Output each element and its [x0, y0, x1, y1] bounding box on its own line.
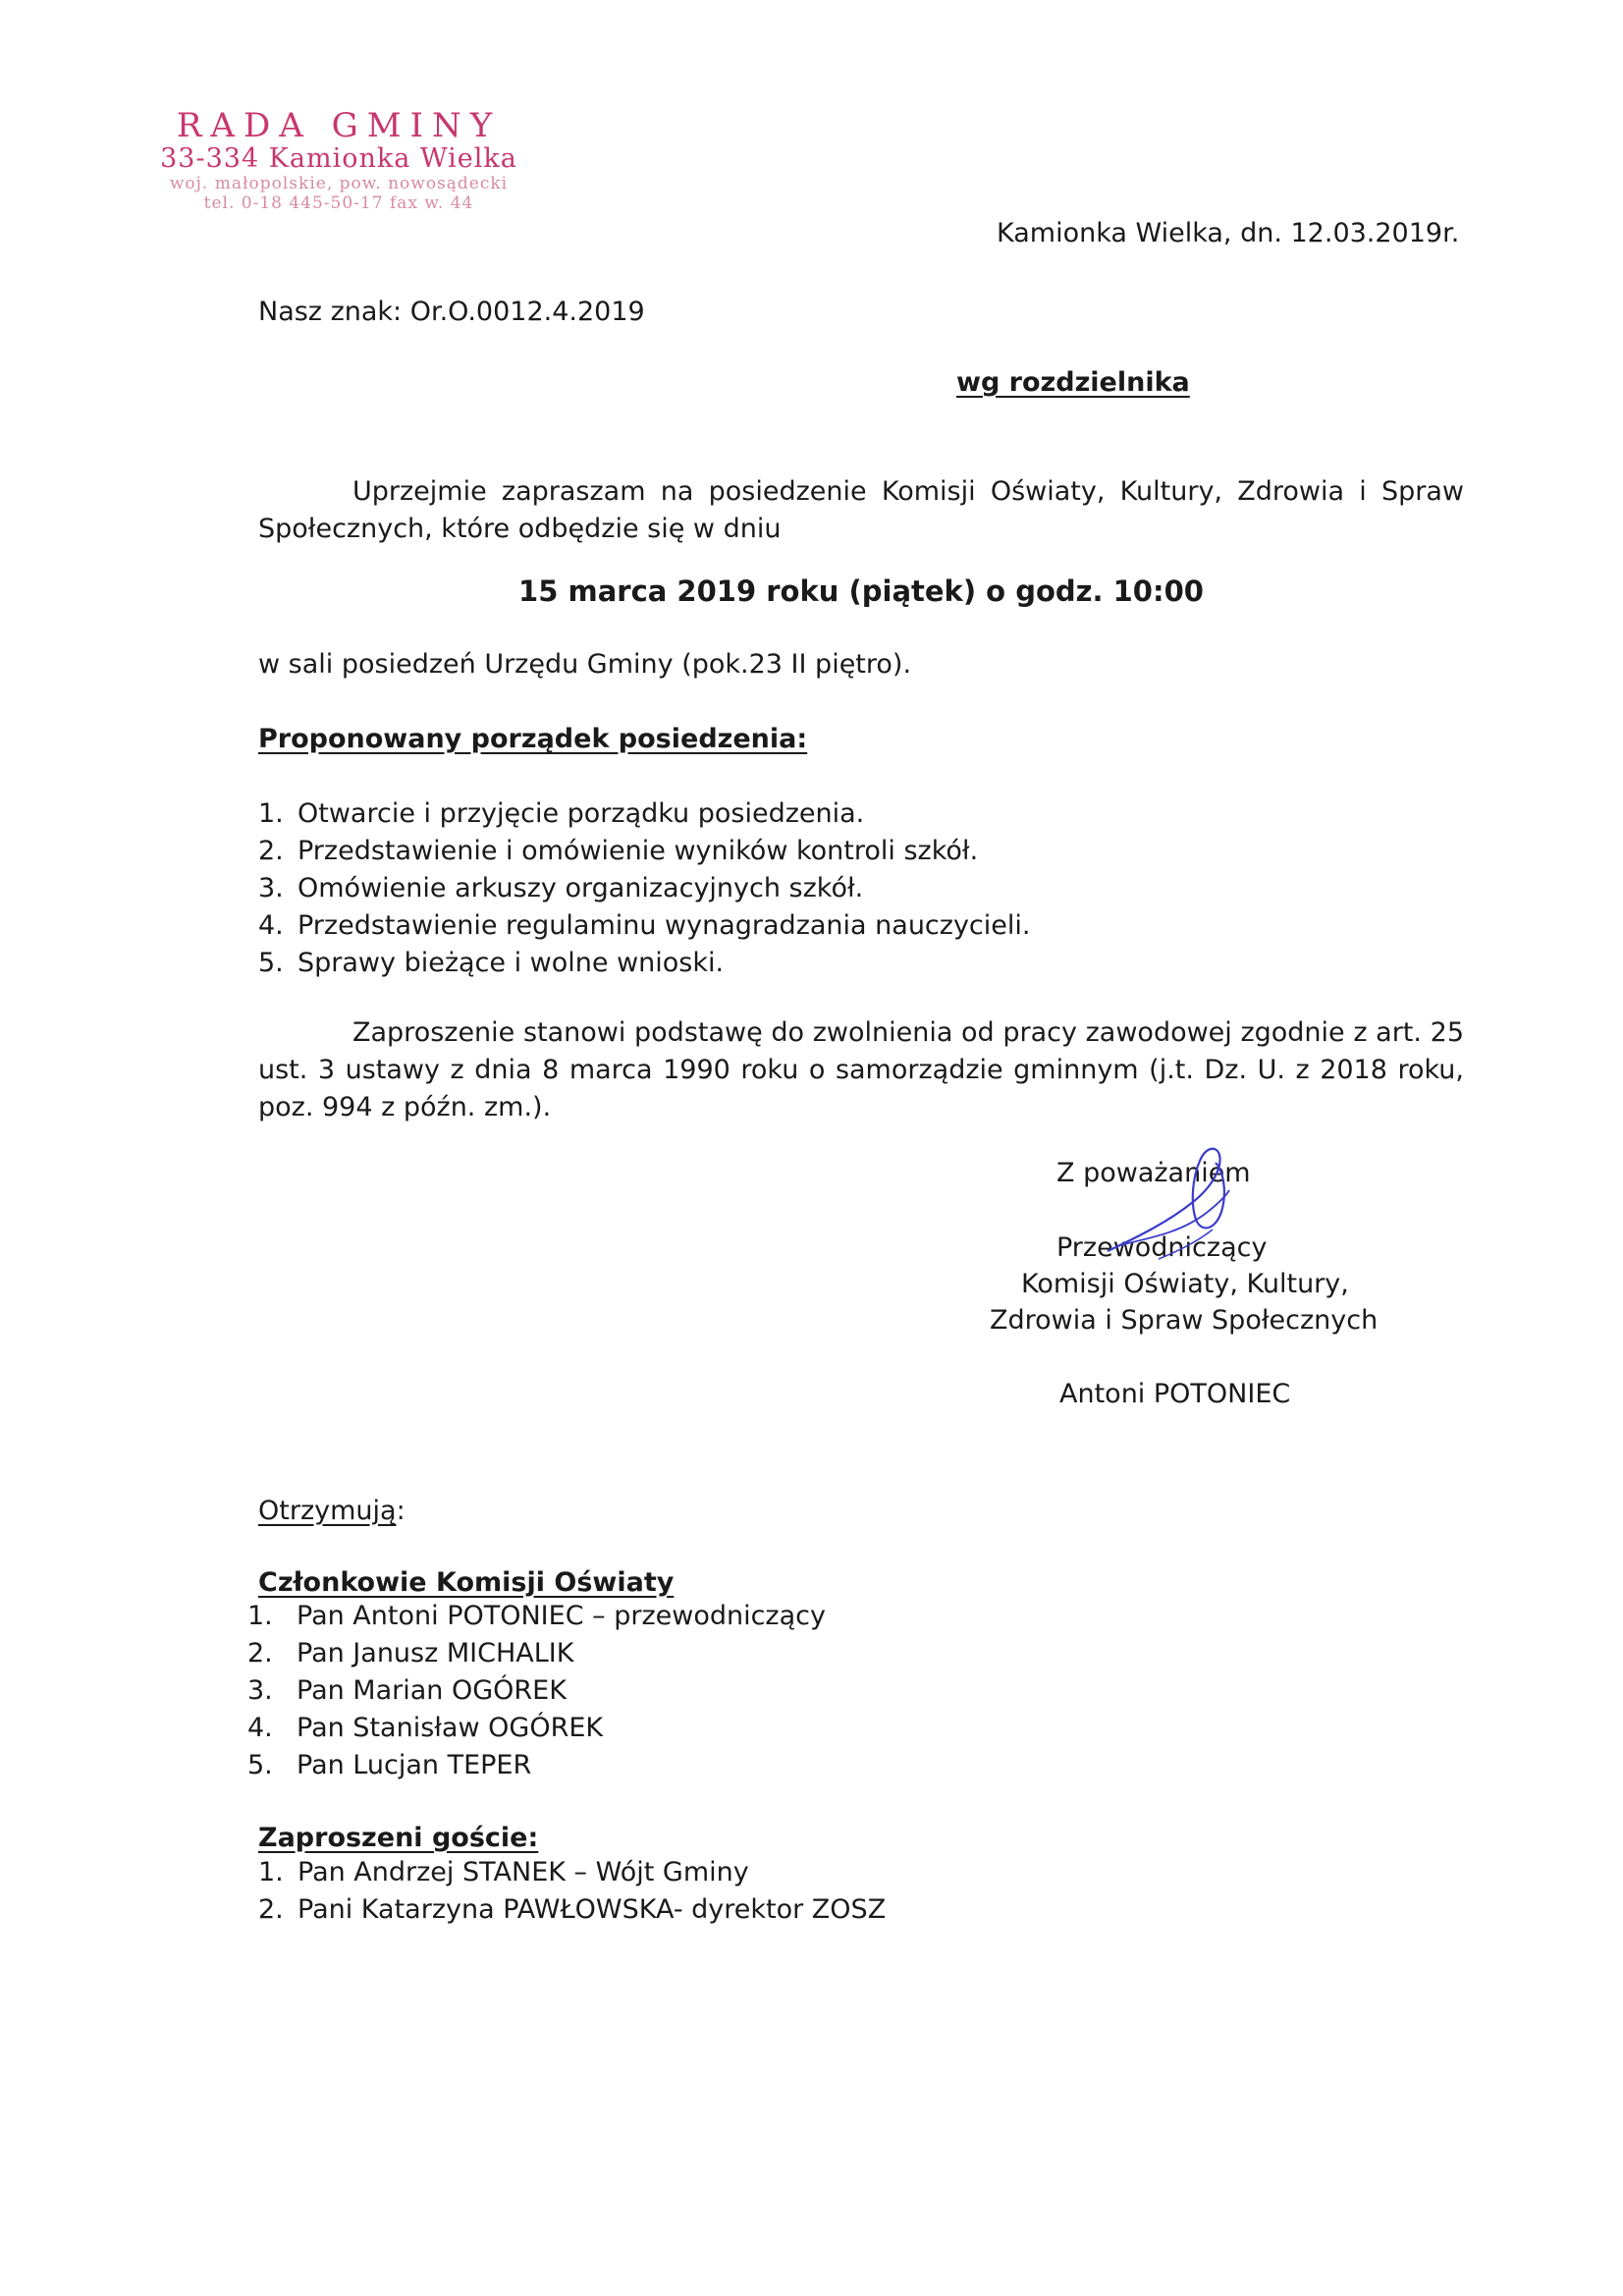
list-item [247, 1672, 826, 1710]
item-text: Pan Marian OGÓREK [297, 1675, 567, 1706]
closing-regards: Z poważaniem [1056, 1158, 1251, 1188]
list-item [258, 1891, 886, 1929]
item-number: 2. [258, 836, 284, 866]
item-text: Pan Andrzej STANEK – Wójt Gminy [298, 1857, 749, 1887]
item-text: Pan Lucjan TEPER [297, 1750, 532, 1780]
list-item [258, 795, 1030, 833]
distribution-heading [258, 1496, 406, 1526]
chair-name: Antoni POTONIEC [1059, 1379, 1291, 1409]
invitation-paragraph: Uprzejmie zapraszam na posiedzenie Komisji Oświaty, Kultury, Zdrowia i Spraw Społecznych, które odbędzie się w dniu [258, 476, 1464, 544]
item-text: Pan Antoni POTONIEC – przewodniczący [297, 1601, 826, 1631]
item-text: Pani Katarzyna PAWŁOWSKA- dyrektor ZOSZ [298, 1894, 887, 1925]
members-heading: Członkowie Komisji Oświaty [258, 1567, 675, 1598]
council-stamp [147, 106, 530, 213]
members-list [247, 1598, 826, 1784]
guests-heading: Zaproszeni goście: [258, 1823, 539, 1853]
stamp-address: 33-334 Kamionka Wielka [160, 143, 517, 174]
item-number: 1. [258, 1857, 284, 1887]
item-number: 4. [247, 1713, 273, 1743]
recipient: wg rozdzielnika [956, 367, 1190, 398]
item-number: 3. [258, 873, 284, 903]
list-item [258, 833, 1030, 870]
item-text: Pan Janusz MICHALIK [297, 1638, 574, 1668]
agenda-heading: Proponowany porządek posiedzenia: [258, 724, 808, 754]
agenda-list [258, 795, 1030, 982]
item-number: 4. [258, 910, 284, 941]
distribution-heading-colon: : [396, 1496, 406, 1526]
list-item [247, 1598, 826, 1635]
list-item [247, 1635, 826, 1672]
item-text: Otwarcie i przyjęcie porządku posiedzenia. [298, 798, 865, 829]
list-item [247, 1747, 826, 1784]
stamp-region: woj. małopolskie, pow. nowosądecki [169, 174, 509, 193]
stamp-title: RADA GMINY [176, 106, 502, 145]
list-item [258, 945, 1030, 982]
item-text: Omówienie arkuszy organizacyjnych szkół. [298, 873, 864, 903]
distribution-heading-text: Otrzymują [258, 1496, 397, 1526]
item-number: 1. [258, 798, 284, 829]
meeting-datetime: 15 marca 2019 roku (piątek) o godz. 10:00 [518, 574, 1204, 608]
item-text: Przedstawienie regulaminu wynagradzania nauczycieli. [298, 910, 1031, 941]
item-number: 2. [247, 1638, 273, 1668]
stamp-phone: tel. 0-18 445-50-17 fax w. 44 [203, 193, 474, 213]
chair-title: Przewodniczący [1056, 1232, 1268, 1263]
item-number: 5. [258, 948, 284, 978]
committee-name-line2: Zdrowia i Spraw Społecznych [990, 1305, 1379, 1336]
item-number: 1. [247, 1601, 273, 1631]
list-item [258, 907, 1030, 945]
list-item [247, 1710, 826, 1747]
item-number: 5. [247, 1750, 273, 1780]
list-item [258, 870, 1030, 907]
reference-number: Nasz znak: Or.O.0012.4.2019 [258, 297, 645, 327]
committee-name-line1: Komisji Oświaty, Kultury, [1021, 1269, 1349, 1299]
place-date: Kamionka Wielka, dn. 12.03.2019r. [997, 218, 1460, 248]
list-item [258, 1854, 886, 1891]
item-number: 2. [258, 1894, 284, 1925]
legal-note-paragraph: Zaproszenie stanowi podstawę do zwolnienia od pracy zawodowej zgodnie z art. 25 ust. 3 ustawy z dnia 8 marca 1990 roku o samorządzie gminnym (j.t. Dz. U. z 2018 roku, poz. 994 z późn. zm.). [258, 1017, 1464, 1122]
item-number: 3. [247, 1675, 273, 1706]
handwritten-signature [1100, 1143, 1267, 1271]
meeting-location: w sali posiedzeń Urzędu Gminy (pok.23 II piętro). [258, 649, 912, 680]
item-text: Pan Stanisław OGÓREK [297, 1713, 604, 1743]
item-text: Sprawy bieżące i wolne wnioski. [298, 948, 725, 978]
guests-list [258, 1854, 886, 1929]
item-text: Przedstawienie i omówienie wyników kontroli szkół. [298, 836, 979, 866]
